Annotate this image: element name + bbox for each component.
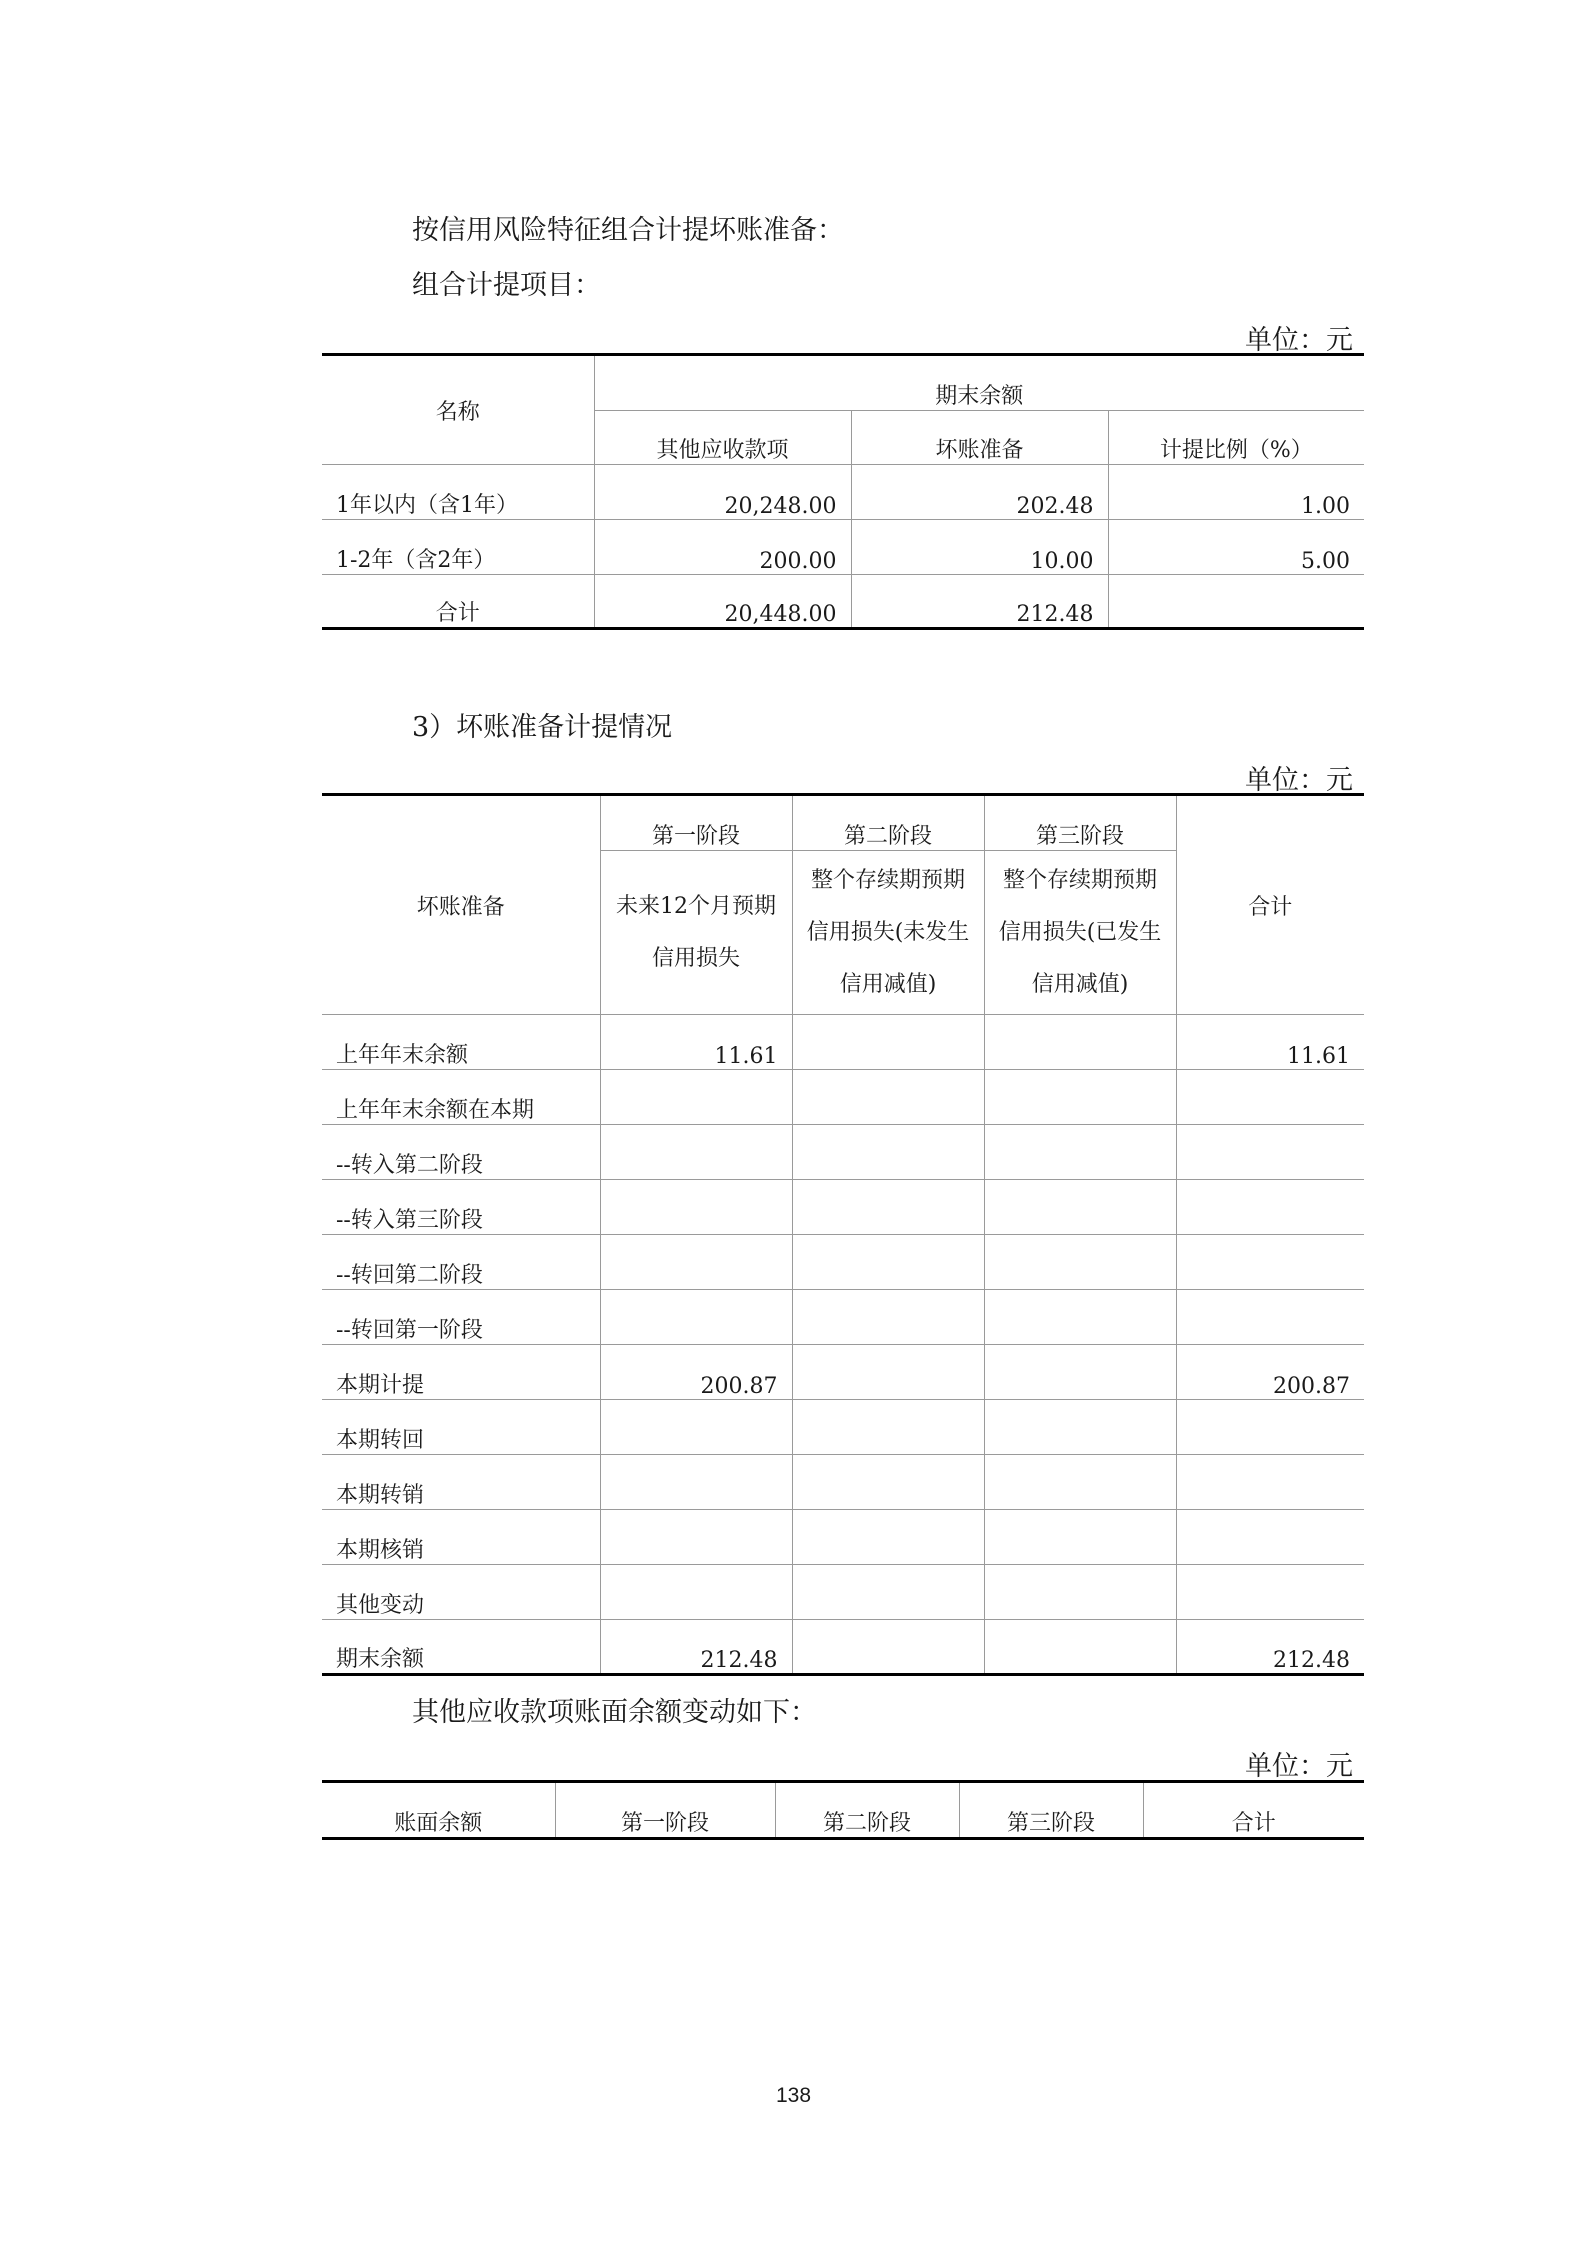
- cell-value: 20,248.00: [594, 465, 851, 520]
- cell-value: 11.61: [600, 1015, 792, 1070]
- row-label: 本期转回: [322, 1400, 600, 1455]
- cell-value: [984, 1565, 1176, 1620]
- table-row: [322, 1180, 1364, 1235]
- cell-value: [792, 1125, 984, 1180]
- portfolio-provision-table: [322, 353, 1364, 630]
- header-book-balance: 账面余额: [322, 1782, 555, 1839]
- cell-value: 10.00: [851, 520, 1108, 575]
- row-label: --转回第一阶段: [322, 1290, 600, 1345]
- row-label: 上年年末余额: [322, 1015, 600, 1070]
- cell-value: [1176, 1400, 1364, 1455]
- header-stage-1-desc: 未来12个月预期信用损失: [600, 851, 792, 1015]
- cell-value: [984, 1180, 1176, 1235]
- row-label: 上年年末余额在本期: [322, 1070, 600, 1125]
- cell-value: [984, 1290, 1176, 1345]
- header-total: 合计: [1143, 1782, 1364, 1839]
- cell-value: [984, 1510, 1176, 1565]
- unit-label-table1: 单位：元: [1245, 325, 1353, 356]
- header-stage-2: 第二阶段: [792, 795, 984, 851]
- cell-value: [792, 1015, 984, 1070]
- cell-value: 202.48: [851, 465, 1108, 520]
- header-name: 名称: [322, 355, 594, 465]
- row-label: --转回第二阶段: [322, 1235, 600, 1290]
- table-row: [322, 1345, 1364, 1400]
- header-period-end-balance: 期末余额: [594, 355, 1364, 411]
- section-heading-book-balance: 其他应收款项账面余额变动如下：: [412, 1697, 817, 1728]
- header-stage-3-desc: 整个存续期预期信用损失(已发生信用减值): [984, 851, 1176, 1015]
- row-label: 其他变动: [322, 1565, 600, 1620]
- cell-value: [984, 1455, 1176, 1510]
- header-stage-3: 第三阶段: [984, 795, 1176, 851]
- cell-value: [1176, 1455, 1364, 1510]
- cell-value: [792, 1345, 984, 1400]
- cell-value: 5.00: [1108, 520, 1364, 575]
- cell-value: 212.48: [600, 1620, 792, 1675]
- row-label: --转入第二阶段: [322, 1125, 600, 1180]
- cell-value: [792, 1510, 984, 1565]
- book-balance-table: [322, 1780, 1364, 1840]
- cell-value: 20,448.00: [594, 575, 851, 629]
- table-row: [322, 1290, 1364, 1345]
- header-provision-ratio: 计提比例（%）: [1108, 411, 1364, 465]
- row-label: 本期计提: [322, 1345, 600, 1400]
- cell-value: [1176, 1125, 1364, 1180]
- row-label: 合计: [322, 575, 594, 629]
- cell-value: [792, 1620, 984, 1675]
- table-row: [322, 1400, 1364, 1455]
- cell-value: [600, 1180, 792, 1235]
- row-label: 1年以内（含1年）: [322, 465, 594, 520]
- unit-label-table3: 单位：元: [1245, 1751, 1353, 1782]
- cell-value: 1.00: [1108, 465, 1364, 520]
- section-heading-credit-risk: 按信用风险特征组合计提坏账准备：: [412, 215, 844, 246]
- cell-value: [1176, 1235, 1364, 1290]
- table-row: [322, 1125, 1364, 1180]
- cell-value: [984, 1620, 1176, 1675]
- header-stage-1: 第一阶段: [600, 795, 792, 851]
- cell-value: 200.87: [600, 1345, 792, 1400]
- header-bad-debt-provision: 坏账准备: [851, 411, 1108, 465]
- cell-value: [600, 1455, 792, 1510]
- cell-value: [600, 1290, 792, 1345]
- header-total: 合计: [1176, 795, 1364, 1015]
- cell-value: [1176, 1070, 1364, 1125]
- page-number: 138: [775, 2084, 812, 2107]
- table-row: [322, 1510, 1364, 1565]
- row-label: 期末余额: [322, 1620, 600, 1675]
- cell-value: [600, 1510, 792, 1565]
- header-other-receivables: 其他应收款项: [594, 411, 851, 465]
- cell-value: 212.48: [1176, 1620, 1364, 1675]
- table-row: [322, 1565, 1364, 1620]
- cell-value: [792, 1235, 984, 1290]
- table-row: [322, 465, 1364, 520]
- cell-value: [1176, 1180, 1364, 1235]
- row-label: --转入第三阶段: [322, 1180, 600, 1235]
- cell-value: 212.48: [851, 575, 1108, 629]
- table-row: [322, 1015, 1364, 1070]
- cell-value: [792, 1400, 984, 1455]
- cell-value: [792, 1455, 984, 1510]
- cell-value: [1176, 1510, 1364, 1565]
- cell-value: [1176, 1565, 1364, 1620]
- cell-value: [984, 1400, 1176, 1455]
- cell-value: [600, 1565, 792, 1620]
- cell-value: [984, 1070, 1176, 1125]
- section-heading-provision-status: 3）坏账准备计提情况: [412, 712, 673, 743]
- cell-value: [1108, 575, 1364, 629]
- cell-value: 11.61: [1176, 1015, 1364, 1070]
- cell-value: [600, 1125, 792, 1180]
- cell-value: [600, 1070, 792, 1125]
- table-row-period-end: [322, 1620, 1364, 1675]
- cell-value: [792, 1070, 984, 1125]
- header-stage-3: 第三阶段: [959, 1782, 1143, 1839]
- table-row: [322, 1235, 1364, 1290]
- section-heading-portfolio: 组合计提项目：: [412, 270, 601, 301]
- provision-movement-table: [322, 793, 1364, 1676]
- unit-label-table2: 单位：元: [1245, 765, 1353, 796]
- cell-value: 200.00: [594, 520, 851, 575]
- cell-value: [600, 1235, 792, 1290]
- cell-value: [792, 1290, 984, 1345]
- cell-value: [600, 1400, 792, 1455]
- cell-value: [984, 1125, 1176, 1180]
- cell-value: [792, 1565, 984, 1620]
- header-bad-debt-provision: 坏账准备: [322, 795, 600, 1015]
- row-label: 本期核销: [322, 1510, 600, 1565]
- header-stage-1: 第一阶段: [555, 1782, 775, 1839]
- cell-value: [984, 1015, 1176, 1070]
- header-stage-2-desc: 整个存续期预期信用损失(未发生信用减值): [792, 851, 984, 1015]
- table-row-total: [322, 575, 1364, 629]
- row-label: 1-2年（含2年）: [322, 520, 594, 575]
- cell-value: [984, 1235, 1176, 1290]
- cell-value: [984, 1345, 1176, 1400]
- cell-value: [1176, 1290, 1364, 1345]
- table-row: [322, 1070, 1364, 1125]
- table-row: [322, 1455, 1364, 1510]
- table-row: [322, 520, 1364, 575]
- row-label: 本期转销: [322, 1455, 600, 1510]
- cell-value: 200.87: [1176, 1345, 1364, 1400]
- cell-value: [792, 1180, 984, 1235]
- header-stage-2: 第二阶段: [775, 1782, 959, 1839]
